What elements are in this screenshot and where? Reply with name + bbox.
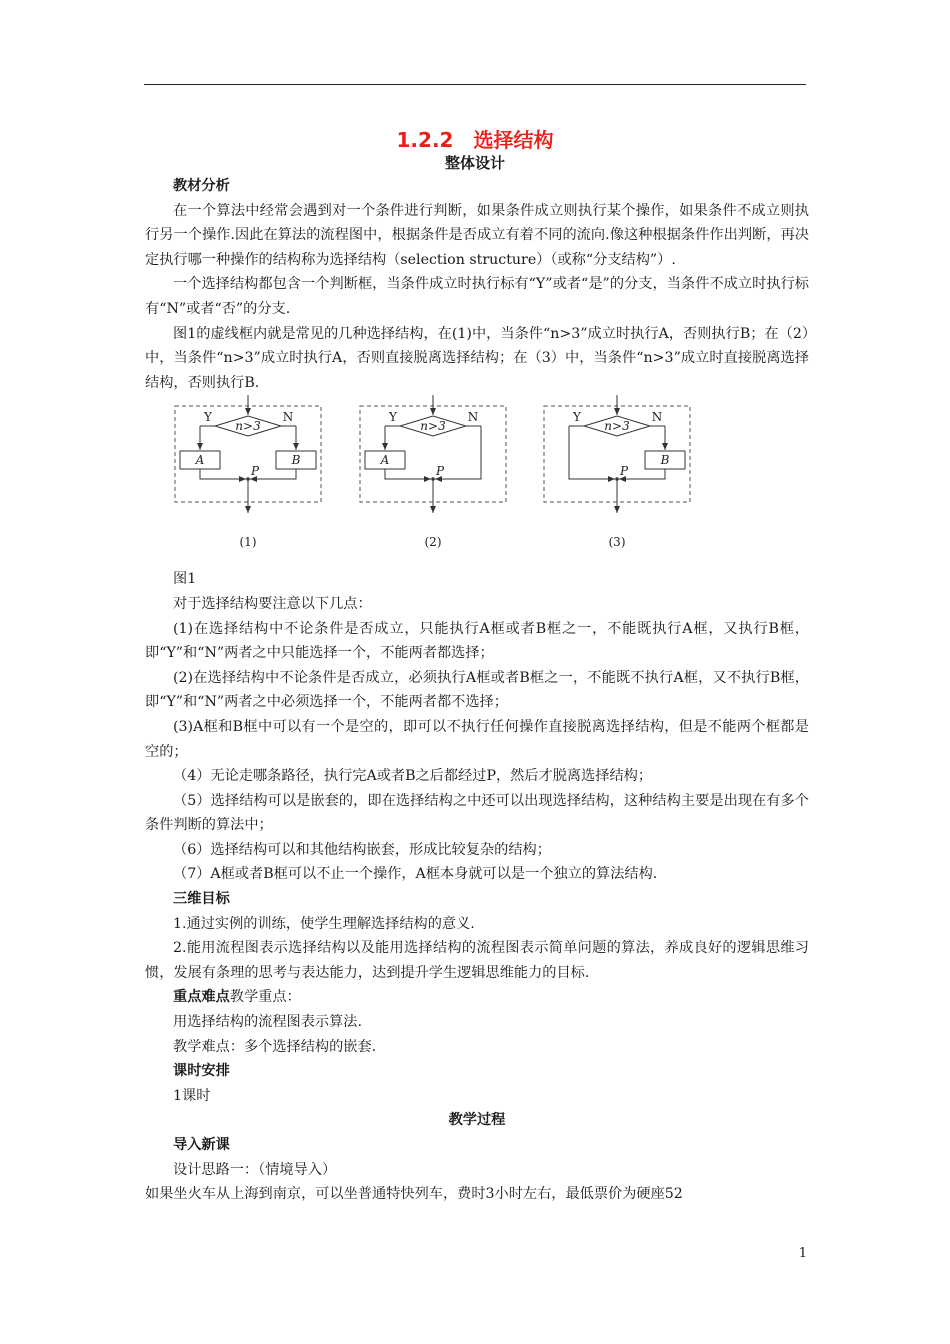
note-item: (1)在选择结构中不论条件是否成立，只能执行A框或者B框之一，不能既执行A框，又执行B框，即“Y”和“N”两者之中只能选择一个，不能两者都选择； [145, 620, 809, 662]
paragraph: 一个选择结构都包含一个判断框，当条件成立时执行标有“Y”或者“是”的分支，当条件不成立时执行标有“N”或者“否”的分支. [145, 276, 809, 317]
section-heading-goals: 三维目标 [173, 891, 230, 908]
difficulty: 教学难点：多个选择结构的嵌套. [173, 1038, 377, 1055]
note-item: (2)在选择结构中不论条件是否成立，必须执行A框或者B框之一，不能既不执行A框，又不执行B框，即“Y”和“N”两者之中必须选择一个，不能两者都不选择； [145, 669, 809, 711]
section-heading-intro: 导入新课 [173, 1137, 230, 1153]
flowchart-label: (2) [424, 535, 442, 550]
paragraph: 在一个算法中经常会遇到对一个条件进行判断，如果条件成立则执行某个操作，如果条件不成立则执行另一个操作.因此在算法的流程图中，根据条件是否成立有着不同的流向.像这种根据条件作出判断，再决定执行哪一种操作的结构称为选择结构（selection structure）（或称“分支结构”）. [145, 202, 809, 268]
note-item: （6）选择结构可以和其他结构嵌套，形成比较复杂的结构； [173, 841, 551, 858]
note-item: (3)A框和B框中可以有一个是空的，即可以不执行任何操作直接脱离选择结构，但是不能两个框都是空的； [145, 718, 809, 760]
merge-line [385, 469, 431, 479]
no-label: N [651, 410, 663, 425]
paragraph: 对于选择结构要注意以下几点： [173, 595, 372, 612]
flowchart-1 [175, 395, 321, 549]
header-rule [144, 84, 806, 85]
document-body [145, 174, 809, 1207]
note-item: （7）A框或者B框可以不止一个操作，A框本身就可以是一个独立的算法结构. [173, 866, 658, 883]
page-title: 1.2.2 选择结构 [396, 128, 554, 152]
yes-label: Y [573, 410, 581, 425]
figure-1-flowcharts [170, 395, 806, 567]
flowchart-3 [544, 395, 690, 549]
box-b-label: B [291, 453, 301, 468]
section-heading-key: 重点难点 [173, 989, 230, 1006]
merge-label: P [619, 464, 629, 479]
section-heading-process: 教学过程 [448, 1112, 506, 1129]
flowchart-label: (1) [239, 535, 257, 550]
yes-label: Y [389, 410, 397, 425]
idea-label: 设计思路一：（情境导入） [173, 1161, 337, 1178]
key-point: 用选择结构的流程图表示算法. [173, 1014, 362, 1031]
paragraph: 如果坐火车从上海到南京，可以坐普通特快列车，费时3小时左右，最低票价为硬座52 [145, 1186, 683, 1203]
no-label: N [467, 410, 479, 425]
note-item: （5）选择结构可以是嵌套的，即在选择结构之中还可以出现选择结构，这种结构主要是出现在有多个条件判断的算法中； [145, 792, 809, 834]
yes-label: Y [204, 410, 212, 425]
key-points-line [173, 985, 809, 1010]
flowchart-diagram [170, 395, 810, 567]
box-b-label: B [660, 453, 670, 468]
paragraph: 图1的虚线框内就是常见的几种选择结构，在(1)中，当条件“n>3”成立时执行A，否则执行B；在（2）中，当条件“n>3”成立时执行A，否则直接脱离选择结构；在（3）中，当条件“n>3”成立时直接脱离选择结构，否则执行B. [145, 325, 809, 391]
section-heading-analysis: 教材分析 [173, 178, 230, 194]
schedule-text: 1课时 [173, 1087, 211, 1104]
key-point-label: 教学重点： [229, 989, 301, 1006]
page-number: 1 [798, 1246, 807, 1261]
condition-label: n>3 [420, 419, 446, 434]
condition-label: n>3 [604, 419, 630, 434]
page-subtitle: 整体设计 [444, 154, 505, 172]
goal-item: 2.能用流程图表示选择结构以及能用选择结构的流程图表示简单问题的算法，养成良好的逻辑思维习惯，发展有条理的思考与表达能力，达到提升学生逻辑思维能力的目标. [145, 940, 809, 981]
box-a-label: A [380, 453, 390, 468]
merge-line [200, 469, 246, 479]
flowchart-2 [360, 395, 506, 549]
merge-label: P [250, 464, 260, 479]
goal-item: 1.通过实例的训练，使学生理解选择结构的意义. [173, 915, 475, 932]
box-a-label: A [195, 453, 205, 468]
merge-label: P [435, 464, 445, 479]
note-item: （4）无论走哪条路径，执行完A或者B之后都经过P，然后才脱离选择结构； [173, 768, 653, 785]
merge-line [569, 426, 615, 479]
flowchart-label: (3) [608, 535, 626, 550]
figure-caption: 图1 [173, 571, 197, 588]
condition-label: n>3 [235, 419, 261, 434]
no-label: N [282, 410, 294, 425]
section-heading-schedule: 课时安排 [173, 1063, 230, 1080]
